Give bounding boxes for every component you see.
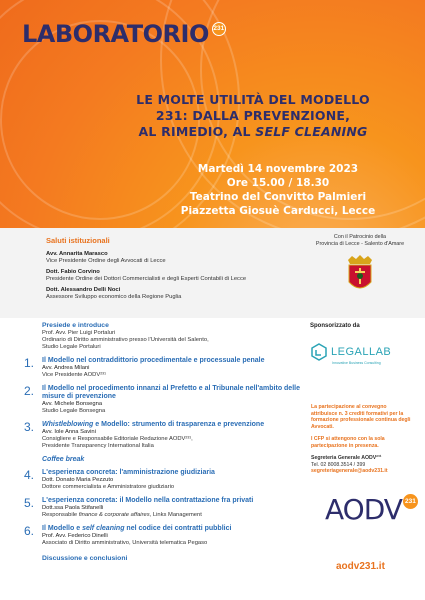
program-item: [24, 384, 304, 415]
item-speaker: Avv. Iole Anna Savini: [42, 429, 96, 435]
item-role: Associato di Diritto amministrativo, Università telematica Pegaso: [42, 540, 208, 546]
header-banner: [0, 0, 425, 228]
item-title: Il Modello e self cleaning nel codice dei contratti pubblici: [42, 525, 232, 532]
item-title: Whistleblowing e Modello: strumento di trasparenza e prevenzione: [42, 421, 265, 428]
program-item: [24, 420, 304, 450]
item-title: Il Modello nel procedimento innanzi al Prefetto e al Tribunale nell'ambito delle misure di prevenzione: [42, 385, 300, 400]
item-role: Vice Presidente AODV²³¹: [42, 372, 107, 378]
program-item: [24, 468, 304, 491]
cfp-note: I CFP si attengono con la sola partecipazione in presenza.: [311, 436, 385, 449]
person-role: Assessore Sviluppo economico della Regione Puglia: [46, 294, 182, 300]
title-line-2: 231: DALLA PREVENZIONE,: [155, 108, 351, 123]
patronage-line-2: Provincia di Lecce - Salento d'Amare: [315, 241, 405, 247]
program-item: [24, 496, 304, 519]
event-date: Martedì 14 novembre 2023: [197, 163, 359, 175]
saluti-person: [46, 269, 306, 283]
person-name: Avv. Annarita Marasco: [46, 251, 108, 257]
credits-note: La partecipazione al convegno attribuisce n. 3 crediti formativi per la formazione professionale continua degli Avvocati.: [311, 404, 411, 430]
info-block: [311, 404, 411, 475]
title-line-1: LE MOLTE UTILITÀ DEL MODELLO: [136, 92, 370, 107]
event-details: [153, 162, 403, 218]
sponsor-heading: Sponsorizzato da: [310, 323, 360, 329]
legalab-tagline: Innovative Business Consulting: [332, 361, 381, 365]
logo-badge: 231: [212, 22, 226, 36]
item-title: Il Modello nel contraddittorio procedimentale e processuale penale: [42, 357, 265, 364]
patronage-line-1: Con il Patrocinio della: [333, 234, 387, 240]
event-title: [103, 92, 403, 140]
patronage: [305, 234, 415, 298]
item-role: Dottore commercialista e Amministratore giudiziario: [42, 484, 175, 490]
item-role: Consigliere e Responsabile Editoriale Redazione AODV²³¹,: [42, 436, 193, 442]
person-role: Presidente Ordine dei Dottori Commercialisti e degli Esperti Contabili di Lecce: [46, 276, 247, 282]
item-number: 3.: [24, 420, 35, 434]
legalab-logo: [310, 343, 410, 361]
website-link[interactable]: aodv231.it: [336, 561, 385, 572]
title-line-3: AL RIMEDIO, AL SELF CLEANING: [138, 124, 368, 139]
program-item: [24, 524, 304, 547]
legalab-mark-icon: [310, 343, 328, 361]
item-number: 2.: [24, 384, 35, 398]
contact-label: Segreteria Generale AODV²³¹: [311, 455, 382, 461]
item-speaker: Avv. Michele Bonsegna: [42, 401, 103, 407]
item-number: 1.: [24, 356, 35, 370]
item-title: L'esperienza concreta: l'amministrazione giudiziaria: [42, 469, 215, 476]
closing-heading: Discussione e conclusioni: [42, 555, 128, 562]
item-role: Responsabile finance & corporate affaires, Links Management: [42, 512, 202, 518]
program-item: [24, 356, 304, 379]
aodv-text: AODV: [325, 493, 402, 526]
saluti-person: [46, 287, 306, 301]
aodv-logo: [325, 493, 418, 526]
item-speaker: Dott. Donato Maria Pezzuto: [42, 477, 114, 483]
item-role: Presidente Transparency International Italia: [42, 443, 154, 449]
legalab-name: LEGALLAB: [331, 345, 392, 358]
provincia-crest-icon: [344, 254, 376, 298]
event-address: Piazzetta Giosuè Carducci, Lecce: [180, 205, 376, 217]
item-speaker: Dott.ssa Paola Stifanelli: [42, 505, 104, 511]
contact-tel: Tel. 02 8008.3514 / 399: [311, 461, 366, 468]
saluti-heading: Saluti istituzionali: [46, 236, 110, 245]
person-role: Vice Presidente Ordine degli Avvocati di Lecce: [46, 258, 166, 264]
intro-role: Studio Legale Portaluri: [42, 344, 101, 350]
item-role: Studio Legale Bonsegna: [42, 408, 106, 414]
laboratorio-logo: [22, 22, 226, 46]
coffee-break: Coffee break: [42, 456, 85, 463]
logo-text: LABORATORIO: [22, 20, 209, 48]
saluti-section: [46, 236, 306, 305]
person-name: Dott. Alessandro Delli Noci: [46, 287, 121, 293]
aodv-badge: 231: [403, 494, 418, 509]
event-time: Ore 15.00 / 18.30: [226, 177, 330, 189]
item-title: L'esperienza concreta: il Modello nella contrattazione fra privati: [42, 497, 254, 504]
intro-role: Ordinario di Diritto amministrativo presso l'Università del Salento,: [42, 337, 209, 343]
saluti-person: [46, 251, 306, 265]
event-venue: Teatrino del Convitto Palmieri: [189, 191, 367, 203]
intro-heading: Presiede e introduce: [42, 322, 109, 329]
item-number: 6.: [24, 524, 35, 538]
item-speaker: Prof. Avv. Federico Dinelli: [42, 533, 108, 539]
sponsor-block: [310, 323, 410, 365]
contact-email[interactable]: segreteriagenerale@aodv231.it: [311, 468, 388, 474]
intro-name: Prof. Avv. Pier Luigi Portaluri: [42, 330, 116, 336]
item-number: 4.: [24, 468, 35, 482]
item-speaker: Avv. Andrea Milani: [42, 365, 90, 371]
item-number: 5.: [24, 496, 35, 510]
program-list: [24, 322, 304, 563]
person-name: Dott. Fabio Corvino: [46, 269, 100, 275]
